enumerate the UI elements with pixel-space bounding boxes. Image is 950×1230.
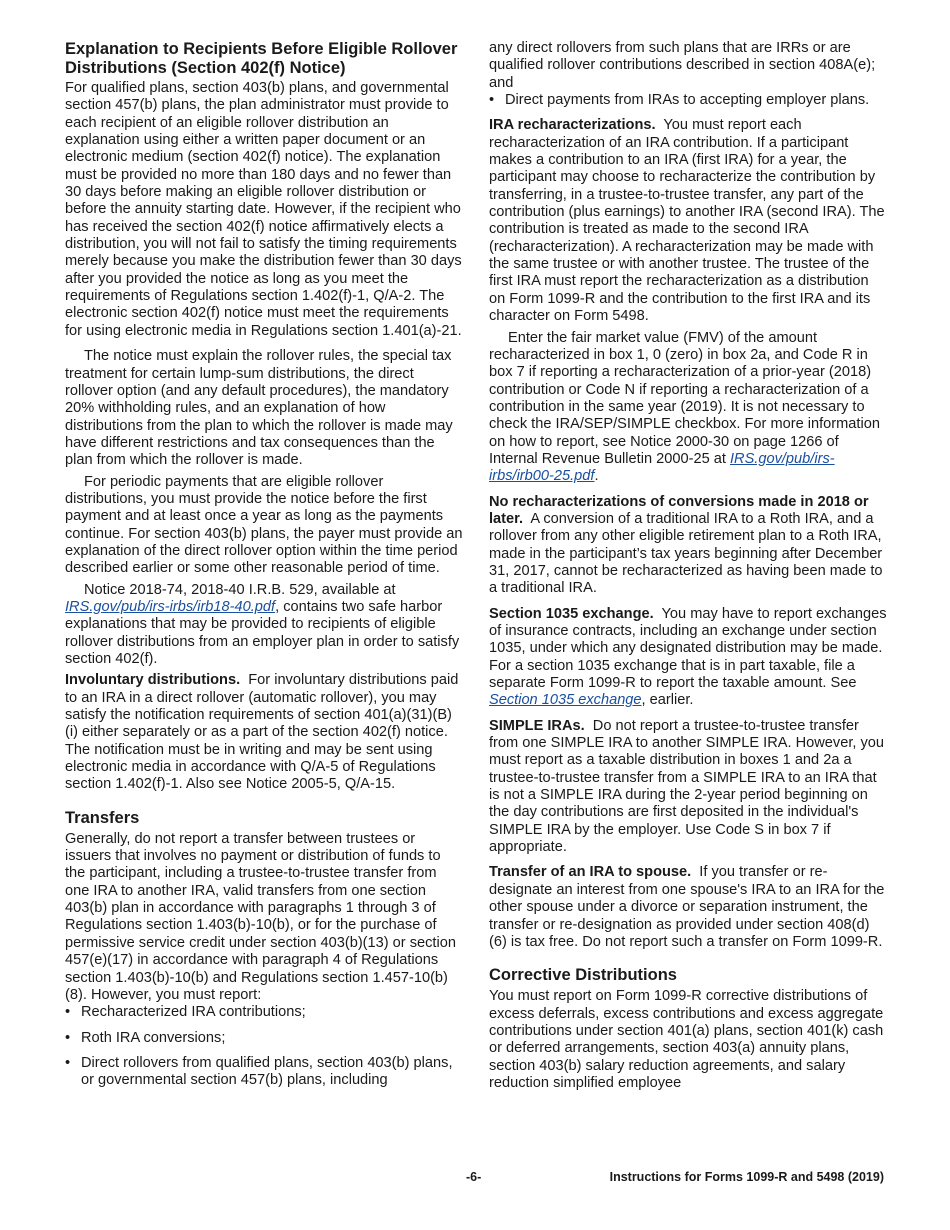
- section-heading-402f-notice: Explanation to Recipients Before Eligible Rollover Distributions (Section 402(f) Notice): [65, 40, 458, 77]
- list-item: • Direct payments from IRAs to accepting employer plans.: [489, 92, 870, 109]
- paragraph-corrective-distributions: You must report on Form 1099-R corrective distributions of excess deferrals, excess contributions and excess aggregate contributions under section 401(a) plans, section 401(k) cash or deferred arrangements, section 403(a) annuity plans, section 403(b) salary reduction agreements, and salary reduction simplified employee: [489, 988, 884, 1091]
- paragraph-simple-iras: SIMPLE IRAs. Do not report a trustee-to-trustee transfer from one SIMPLE IRA to another SIMPLE IRA. However, you must report as a taxable distribution in boxes 1 and 2a a trustee-to-trustee transfer from a SIMPLE IRA to an IRA that is not a SIMPLE IRA during the 2-year period beginning on the day contributions are first deposited in the individual's SIMPLE IRA by the employer. Use Code S in box 7 if appropriate.: [489, 717, 885, 856]
- run-in-heading: No recharacterizations of conversions made in 2018 or later.: [489, 493, 869, 527]
- paragraph-402f-requirements: For qualified plans, section 403(b) plans, and governmental section 457(b) plans, the plan administrator must provide to each recipient of an eligible rollover distribution an explanation using either a written paper document or an electronic medium (section 402(f) notice). The explanation must be provided no more than 180 days and no fewer than 30 days before making an eligible rollover distribution or before the annuity starting date. However, if the recipient who has received the section 402(f) notice affirmatively elects a distribution, you will not fail to satisfy the timing requirements merely because you make the distribution fewer than 30 days after you provided the notice as long as you meet the requirements of Regulations section 1.402(f)-1, Q/A-2. The electronic section 402(f) notice must meet the requirements for using electronic media in Regulations section 1.401(a)-21.: [65, 80, 462, 339]
- document-title: Instructions for Forms 1099-R and 5498 (2019): [609, 1170, 884, 1184]
- list-item: • Recharacterized IRA contributions;: [65, 1004, 306, 1021]
- paragraph-notice-contents: The notice must explain the rollover rules, the special tax treatment for certain lump-sum distributions, the direct rollover option (and any default procedures), the mandatory 20% withholding rules, and an explanation of how distributions from the plan to which the rollover is made may have different restrictions and tax consequences than the plan from which the rollover is made.: [65, 348, 453, 469]
- irb00-25-link[interactable]: IRS.gov/pub/irs-irbs/irb00-25.pdf: [489, 450, 835, 485]
- paragraph-fmv-reporting: Enter the fair market value (FMV) of the amount recharacterized in box 1, 0 (zero) in box 2a, and Code R in box 7 if reporting a recharacterization of a prior-year (2018) contribution or Code N if reporting a recharacterization of a contribution in the same year (2019). It is not necessary to check the IRA/SEP/SIMPLE checkbox. For more information on how to report, see Notice 2000-30 on page 1266 of Internal Revenue Bulletin 2000-25 at IRS.gov/pub/irs-irbs/irb00-25.pdf.: [489, 329, 880, 485]
- paragraph-continued-rollovers: any direct rollovers from such plans that are IRRs or are qualified rollover contributions described in section 408A(e); and: [489, 40, 876, 91]
- paragraph-section-1035: Section 1035 exchange. You may have to report exchanges of insurance contracts, including an exchange under section 1035, under which any designated distribution may be made. For a section 1035 exchange that is in part taxable, file a separate Form 1099-R to report the taxable amount. See Section 1035 exchange, earlier.: [489, 605, 887, 709]
- irb18-40-link[interactable]: IRS.gov/pub/irs-irbs/irb18-40.pdf: [65, 598, 276, 615]
- run-in-heading: Section 1035 exchange.: [489, 605, 654, 622]
- bullet-icon: •: [65, 1054, 71, 1071]
- run-in-heading: IRA recharacterizations.: [489, 117, 656, 134]
- left-column: [65, 40, 463, 1098]
- section-1035-exchange-link[interactable]: Section 1035 exchange: [489, 692, 642, 709]
- run-in-heading: Involuntary distributions.: [65, 672, 241, 689]
- paragraph-no-recharacterizations: No recharacterizations of conversions made in 2018 or later. A conversion of a traditional IRA to a Roth IRA, and a rollover from any other eligible retirement plan to a Roth IRA, made in the participant’s tax years beginning after December 31, 2017, cannot be recharacterized as having been made to a traditional IRA.: [489, 493, 883, 597]
- right-column: [489, 40, 887, 1092]
- paragraph-notice-2018-74: Notice 2018-74, 2018-40 I.R.B. 529, available at IRS.gov/pub/irs-irbs/irb18-40.pdf, contains two safe harbor explanations that may be provided to recipients of eligible rollover distributions from an employer plan in order to satisfy section 402(f).: [65, 581, 460, 667]
- page-number: -6-: [466, 1170, 482, 1184]
- run-in-heading: SIMPLE IRAs.: [489, 717, 585, 734]
- bullet-icon: •: [65, 1029, 71, 1046]
- section-heading-transfers: Transfers: [65, 808, 140, 827]
- paragraph-ira-to-spouse: Transfer of an IRA to spouse. If you transfer or re-designate an interest from one spouse's IRA to an IRA for the other spouse under a divorce or separation instrument, the transfer or re-designation as provided under section 408(d)(6) is tax free. Do not report such a transfer on Form 1099-R.: [489, 864, 885, 950]
- paragraph-ira-recharacterizations: IRA recharacterizations. You must report each recharacterization of an IRA contribution. If a participant makes a contribution to an IRA (first IRA) for a year, the participant may choose to recharacterize the contribution by transferring, in a trustee-to-trustee transfer, any part of the contribution (plus earnings) to another IRA (second IRA). The contribution is treated as made to the second IRA (recharacterization). A recharacterization may be made with the same trustee or with another trustee. The trustee of the first IRA must report the recharacterization as a distribution on Form 1099-R and the contribution to the first IRA and its character on Form 5498.: [489, 117, 885, 325]
- paragraph-involuntary-distributions: Involuntary distributions. For involuntary distributions paid to an IRA in a direct rollover (automatic rollover), you may satisfy the notification requirements of section 401(a)(31)(B)(i) either separately or as a part of the section 402(f) notice. The notification must be in writing and may be sent using electronic media in accordance with Q/A-5 of Regulations section 1.402(f)-1. Also see Notice 2005-5, Q/A-15.: [65, 672, 459, 793]
- list-item: • Direct rollovers from qualified plans, section 403(b) plans, or governmental section 457(b) plans, including: [65, 1054, 453, 1089]
- list-item: • Roth IRA conversions;: [65, 1029, 226, 1046]
- paragraph-transfers: Generally, do not report a transfer between trustees or issuers that involves no payment or distribution of funds to the participant, including a trustee-to-trustee transfer from one IRA to another IRA, valid transfers from one section 403(b) plan in accordance with paragraphs 1 through 3 of Regulations section 1.403(b)-10(b), or for the purchase of permissive service credit under section 403(b)(13) or section 457(e)(17) in accordance with paragraph 4 of Regulations section 1.403(b)-10(b) and Regulations section 1.457-10(b)(8). However, you must report:: [65, 830, 456, 1003]
- section-heading-corrective-distributions: Corrective Distributions: [489, 966, 677, 985]
- run-in-heading: Transfer of an IRA to spouse.: [489, 864, 692, 881]
- bullet-icon: •: [65, 1004, 71, 1021]
- paragraph-periodic-payments: For periodic payments that are eligible rollover distributions, you must provide the notice before the first payment and at least once a year as long as the payments continue. For section 403(b) plans, the payer must provide an explanation of the direct rollover option within the time period described earlier or some other reasonable period of time.: [65, 473, 463, 577]
- bullet-icon: •: [489, 92, 495, 109]
